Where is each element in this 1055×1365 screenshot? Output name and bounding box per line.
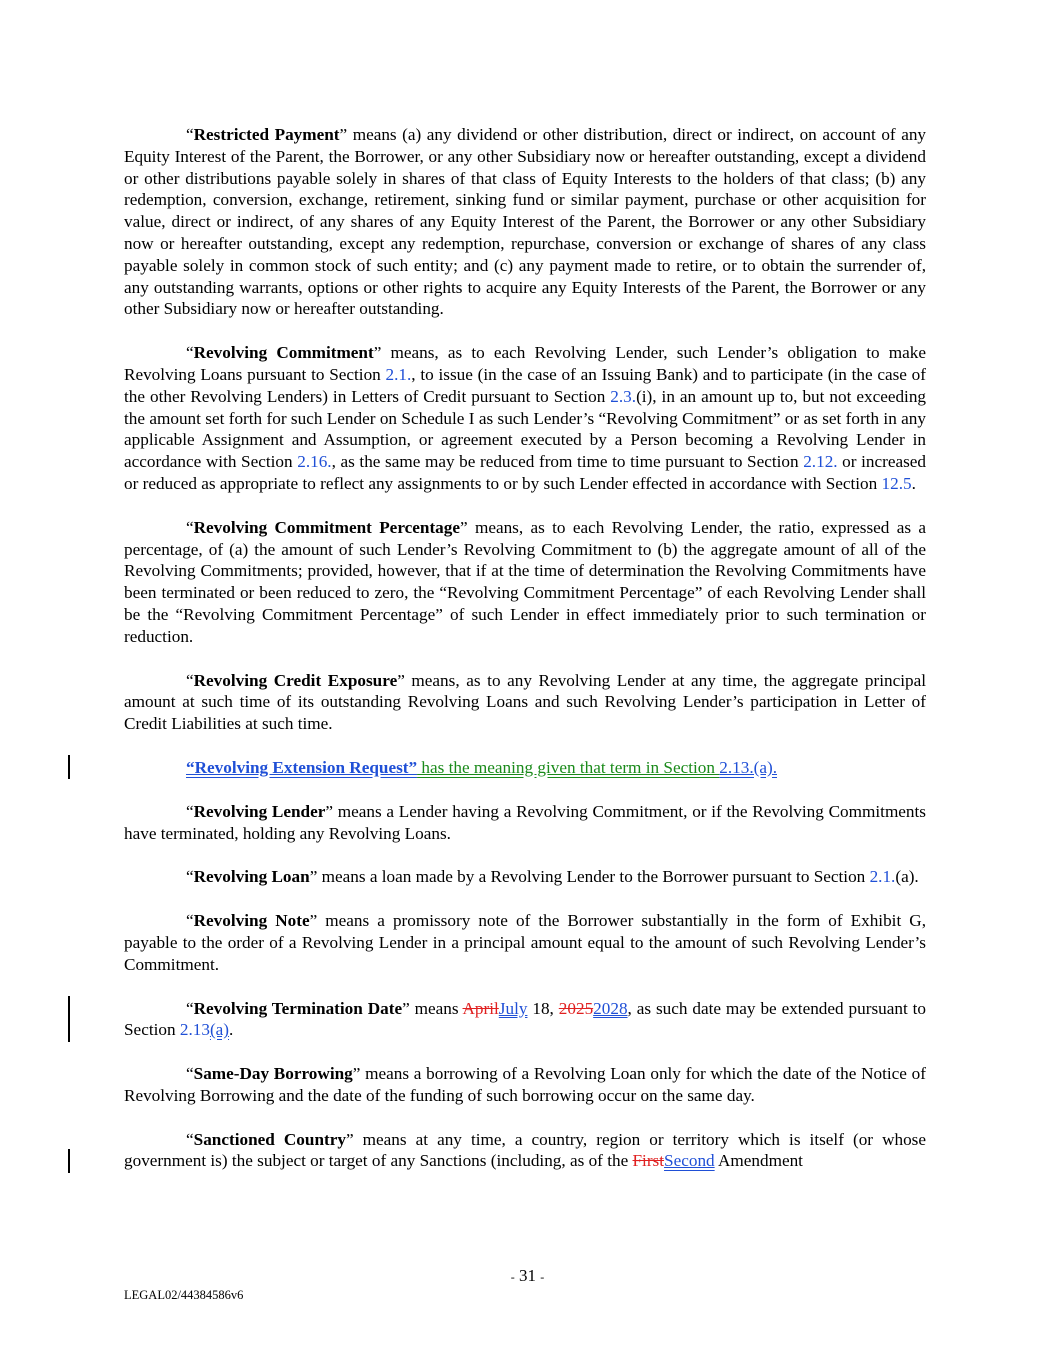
defined-term: Revolving Commitment Percentage (193, 517, 460, 537)
section-link[interactable]: 2.1. (869, 867, 896, 887)
inserted-defined-term: “Revolving Extension Request” (186, 757, 418, 777)
definition-revolving-commitment: “Revolving Commitment” means, as to each Revolving Lender, such Lender’s obligation to make Revolving Loans pursuant to Section 2.1., to issue (in the case of an Issuing Bank) and to participate (in the case of the other Revolving Lenders) in Letters of Credit pursuant to Section 2.3.(i), in an amount up to, but not exceeding the amount set forth for such Lender on Schedule I as such Lender’s “Revolving Commitment” or as set forth in any applicable Assignment and Assumption, or agreement executed by a Person becoming a Revolving Lender in accordance with Section 2.16., as the same may be reduced from time to time pursuant to Section 2.12. or increased or reduced as appropriate to reflect any assignments to or by such Lender effected in accordance with Section 12.5. (124, 343, 927, 493)
definition-text: ” means a Lender having a Revolving Commitment, or if the Revolving Commitments have terminated, holding any Revolving Loans. (124, 801, 926, 843)
inserted-text: July (498, 998, 528, 1018)
defined-term: Sanctioned Country (193, 1129, 346, 1149)
defined-term: Revolving Credit Exposure (193, 670, 398, 690)
definition-revolving-extension-request (124, 757, 926, 779)
defined-term: Revolving Note (193, 911, 310, 931)
inserted-text: (a) (209, 1020, 230, 1040)
inserted-text: Second (664, 1151, 715, 1171)
section-link[interactable]: 2.3. (610, 386, 637, 406)
definition-revolving-lender: “Revolving Lender” means a Lender having a Revolving Commitment, or if the Revolving Commitments have terminated, holding any Revolving Loans. (124, 801, 926, 843)
deleted-text: 2025 (558, 998, 594, 1018)
definition-restricted-payment: “Restricted Payment” means (a) any dividend or other distribution, direct or indirect, on account of any Equity Interest of the Parent, the Borrower, or any other Subsidiary now or hereafter outstanding, except a dividend or other distributions payable solely in shares of that class of Equity Interests to the holders of that class; (b) any redemption, conversion, exchange, retirement, sinking fund or similar payment, purchase or other acquisition for value, direct or indirect, of any shares of any Equity Interest of the Parent, the Borrower or any other Subsidiary now or hereafter outstanding, except any redemption, repurchase, conversion or exchange of shares of any class payable solely in common stock of such entity; and (c) any payment made to retire, or to obtain the surrender of, any outstanding warrants, options or other rights to acquire any Equity Interests of the Parent, the Borrower or any other Subsidiary now or hereafter outstanding. (124, 125, 927, 319)
inserted-text: 2028 (593, 998, 628, 1018)
change-bar (68, 755, 70, 779)
defined-term: Revolving Lender (193, 801, 326, 821)
definition-text: ” means, as to any Revolving Lender at any time, the aggregate principal amount at such time of its outstanding Revolving Loans and such Revolving Lender’s participation in Letter of Credit Liabilities at such time. (124, 670, 926, 734)
change-bar (68, 1149, 70, 1173)
change-bar (68, 996, 70, 1042)
defined-term: Revolving Termination Date (193, 998, 403, 1018)
definition-revolving-commitment-percentage: “Revolving Commitment Percentage” means, as to each Revolving Lender, the ratio, expressed as a percentage, of (a) the amount of such Lender’s Revolving Commitment to (b) the aggregate amount of all of the Revolving Commitments; provided, however, that if at the time of determination the Revolving Commitments have been terminated or been reduced to zero, the “Revolving Commitment Percentage” of each Revolving Lender shall be the “Revolving Commitment Percentage” of such Lender in effect immediately prior to such termination or reduction. (124, 517, 926, 646)
inserted-text: has the meaning given that term in Section (417, 757, 720, 777)
definition-text: ” means a promissory note of the Borrower substantially in the form of Exhibit G, payable to the order of a Revolving Lender in a principal amount equal to the amount of such Revolving Lender’s Commitment. (124, 911, 926, 974)
section-link[interactable]: 2.13 (179, 1020, 210, 1040)
document-body (124, 124, 926, 1194)
definition-sanctioned-country: “Sanctioned Country” means at any time, a country, region or territory which is itself (or whose government is) the subject or target of any Sanctions (including, as of the FirstSecond Amendment (124, 1129, 926, 1173)
section-link[interactable]: 2.1. (385, 364, 412, 384)
definition-text: ” means a borrowing of a Revolving Loan only for which the date of the Notice of Revolving Borrowing and the date of the funding of such borrowing occur on the same day. (124, 1064, 926, 1105)
document-id: LEGAL02/44384586v6 (124, 1288, 244, 1302)
section-link[interactable]: 2.16. (297, 452, 332, 472)
section-link[interactable]: 2.12. (803, 452, 838, 472)
defined-term: Revolving Loan (193, 867, 310, 887)
definition-text: ” means, as to each Revolving Lender, the ratio, expressed as a percentage, of (a) the amount of such Lender’s Revolving Commitment to (b) the aggregate amount of all of the Revolving Commitments; provided, however, that if at the time of determination the Revolving Commitments have been terminated or been reduced to zero, the “Revolving Commitment Percentage” of each Revolving Lender shall be the “Revolving Commitment Percentage” of such Lender in effect immediately prior to such termination or reduction. (124, 517, 926, 646)
definition-revolving-credit-exposure: “Revolving Credit Exposure” means, as to any Revolving Lender at any time, the aggregate principal amount at such time of its outstanding Revolving Loans and such Revolving Lender’s participation in Letter of Credit Liabilities at such time. (124, 670, 926, 734)
definition-revolving-termination-date: “Revolving Termination Date” means AprilJuly 18, 20252028, as such date may be extended pursuant to Section 2.13(a). (124, 998, 926, 1042)
definition-revolving-note: “Revolving Note” means a promissory note of the Borrower substantially in the form of Exhibit G, payable to the order of a Revolving Lender in a principal amount equal to the amount of such Revolving Lender’s Commitment. (124, 911, 926, 974)
section-link[interactable]: 12.5 (881, 473, 912, 493)
section-link[interactable]: 2.13.(a). (719, 757, 777, 777)
defined-term: Restricted Payment (193, 125, 340, 144)
definition-text: ” means (a) any dividend or other distribution, direct or indirect, on account of any Equity Interest of the Parent, the Borrower, or any other Subsidiary now or hereafter outstanding, except a dividend or other distributions payable solely in shares of that class of Equity Interests to the holders of that class; (b) any redemption, conversion, exchange, retirement, sinking fund or similar payment, purchase or other acquisition for value, direct or indirect, of any shares of any Equity Interest of the Parent, the Borrower or any other Subsidiary now or hereafter outstanding, except any redemption, repurchase, conversion or exchange of shares of any class payable solely in common stock of such entity; and (c) any payment made to retire, or to obtain the surrender of, any outstanding warrants, options or other rights to acquire any Equity Interests of the Parent, the Borrower or any other Subsidiary now or hereafter outstanding. (124, 125, 927, 319)
deleted-text: April (462, 998, 499, 1018)
page-number: - 31 - (510, 1266, 545, 1285)
defined-term: Same-Day Borrowing (193, 1064, 353, 1084)
definition-revolving-loan: “Revolving Loan” means a loan made by a Revolving Lender to the Borrower pursuant to Section 2.1.(a). (186, 867, 919, 887)
definition-same-day-borrowing: “Same-Day Borrowing” means a borrowing of a Revolving Loan only for which the date of the Notice of Revolving Borrowing and the date of the funding of such borrowing occur on the same day. (124, 1064, 926, 1105)
deleted-text: First (632, 1151, 665, 1171)
defined-term: Revolving Commitment (193, 343, 374, 363)
